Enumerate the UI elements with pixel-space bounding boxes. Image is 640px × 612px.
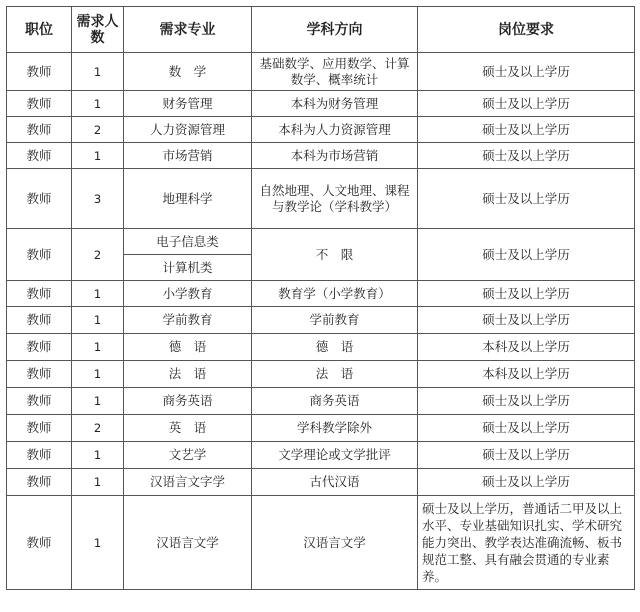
table-header-row xyxy=(7,7,635,53)
cell-position: 教师 xyxy=(7,469,72,496)
cell-position: 教师 xyxy=(7,169,72,229)
cell-major: 电子信息类 xyxy=(124,229,252,255)
header-requirement: 岗位要求 xyxy=(418,7,635,53)
cell-position: 教师 xyxy=(7,388,72,415)
cell-position: 教师 xyxy=(7,53,72,91)
cell-requirement: 硕士及以上学历 xyxy=(418,281,635,307)
cell-requirement: 硕士及以上学历 xyxy=(418,169,635,229)
cell-major: 汉语言文字学 xyxy=(124,469,252,496)
table-row xyxy=(7,143,635,169)
table-row xyxy=(7,442,635,469)
cell-count: 1 xyxy=(72,281,124,307)
cell-requirement: 硕士及以上学历，普通话二甲及以上水平、专业基础知识扎实、学术研究能力突出、教学表达准确流畅、板书规范工整、具有融会贯通的专业素养。 xyxy=(418,496,635,590)
cell-direction: 基础数学、应用数学、计算数学、概率统计 xyxy=(252,53,418,91)
table-row xyxy=(7,307,635,334)
cell-position: 教师 xyxy=(7,307,72,334)
cell-position: 教师 xyxy=(7,117,72,143)
cell-requirement: 硕士及以上学历 xyxy=(418,117,635,143)
cell-major: 商务英语 xyxy=(124,388,252,415)
cell-count: 1 xyxy=(72,334,124,361)
table-row xyxy=(7,388,635,415)
table-row xyxy=(7,53,635,91)
cell-count: 2 xyxy=(72,415,124,442)
cell-position: 教师 xyxy=(7,281,72,307)
cell-count: 1 xyxy=(72,496,124,590)
cell-major: 地理科学 xyxy=(124,169,252,229)
table-row xyxy=(7,117,635,143)
cell-major: 汉语言文学 xyxy=(124,496,252,590)
header-position: 职位 xyxy=(7,7,72,53)
cell-position: 教师 xyxy=(7,415,72,442)
cell-count: 1 xyxy=(72,307,124,334)
cell-position: 教师 xyxy=(7,91,72,117)
cell-major: 英 语 xyxy=(124,415,252,442)
header-major: 需求专业 xyxy=(124,7,252,53)
cell-direction: 德 语 xyxy=(252,334,418,361)
cell-direction: 本科为人力资源管理 xyxy=(252,117,418,143)
table-row xyxy=(7,169,635,229)
table-row xyxy=(7,281,635,307)
cell-count: 2 xyxy=(72,229,124,281)
table-row xyxy=(7,91,635,117)
cell-direction: 学前教育 xyxy=(252,307,418,334)
cell-major: 数 学 xyxy=(124,53,252,91)
cell-count: 1 xyxy=(72,469,124,496)
cell-major: 人力资源管理 xyxy=(124,117,252,143)
cell-direction: 本科为市场营销 xyxy=(252,143,418,169)
cell-major: 小学教育 xyxy=(124,281,252,307)
header-direction: 学科方向 xyxy=(252,7,418,53)
cell-direction: 古代汉语 xyxy=(252,469,418,496)
cell-requirement: 硕士及以上学历 xyxy=(418,143,635,169)
table-row xyxy=(7,361,635,388)
cell-major: 法 语 xyxy=(124,361,252,388)
cell-requirement: 硕士及以上学历 xyxy=(418,53,635,91)
cell-major: 文艺学 xyxy=(124,442,252,469)
cell-direction: 商务英语 xyxy=(252,388,418,415)
cell-position: 教师 xyxy=(7,361,72,388)
cell-count: 1 xyxy=(72,91,124,117)
cell-direction: 不 限 xyxy=(252,229,418,281)
cell-count: 1 xyxy=(72,53,124,91)
table-row xyxy=(7,334,635,361)
cell-direction: 自然地理、人文地理、课程与教学论（学科教学） xyxy=(252,169,418,229)
cell-requirement: 硕士及以上学历 xyxy=(418,388,635,415)
cell-direction: 本科为财务管理 xyxy=(252,91,418,117)
cell-count: 3 xyxy=(72,169,124,229)
cell-requirement: 硕士及以上学历 xyxy=(418,415,635,442)
table-row xyxy=(7,415,635,442)
recruitment-table xyxy=(6,6,635,590)
cell-position: 教师 xyxy=(7,496,72,590)
cell-requirement: 硕士及以上学历 xyxy=(418,307,635,334)
cell-requirement: 本科及以上学历 xyxy=(418,361,635,388)
cell-direction: 文学理论或文学批评 xyxy=(252,442,418,469)
header-count: 需求人数 xyxy=(72,7,124,53)
cell-position: 教师 xyxy=(7,334,72,361)
cell-requirement: 硕士及以上学历 xyxy=(418,91,635,117)
cell-count: 2 xyxy=(72,117,124,143)
table-row xyxy=(7,229,635,255)
cell-position: 教师 xyxy=(7,442,72,469)
cell-major: 学前教育 xyxy=(124,307,252,334)
table-row xyxy=(7,496,635,590)
cell-count: 1 xyxy=(72,388,124,415)
cell-major: 德 语 xyxy=(124,334,252,361)
cell-direction: 教育学（小学教育） xyxy=(252,281,418,307)
cell-requirement: 硕士及以上学历 xyxy=(418,442,635,469)
cell-major: 市场营销 xyxy=(124,143,252,169)
cell-major: 财务管理 xyxy=(124,91,252,117)
cell-requirement: 本科及以上学历 xyxy=(418,334,635,361)
cell-count: 1 xyxy=(72,442,124,469)
cell-count: 1 xyxy=(72,143,124,169)
cell-direction: 法 语 xyxy=(252,361,418,388)
cell-direction: 学科教学除外 xyxy=(252,415,418,442)
cell-major-secondary: 计算机类 xyxy=(124,255,252,281)
table-row xyxy=(7,469,635,496)
cell-count: 1 xyxy=(72,361,124,388)
cell-position: 教师 xyxy=(7,143,72,169)
cell-position: 教师 xyxy=(7,229,72,281)
cell-requirement: 硕士及以上学历 xyxy=(418,229,635,281)
cell-requirement: 硕士及以上学历 xyxy=(418,469,635,496)
cell-direction: 汉语言文学 xyxy=(252,496,418,590)
